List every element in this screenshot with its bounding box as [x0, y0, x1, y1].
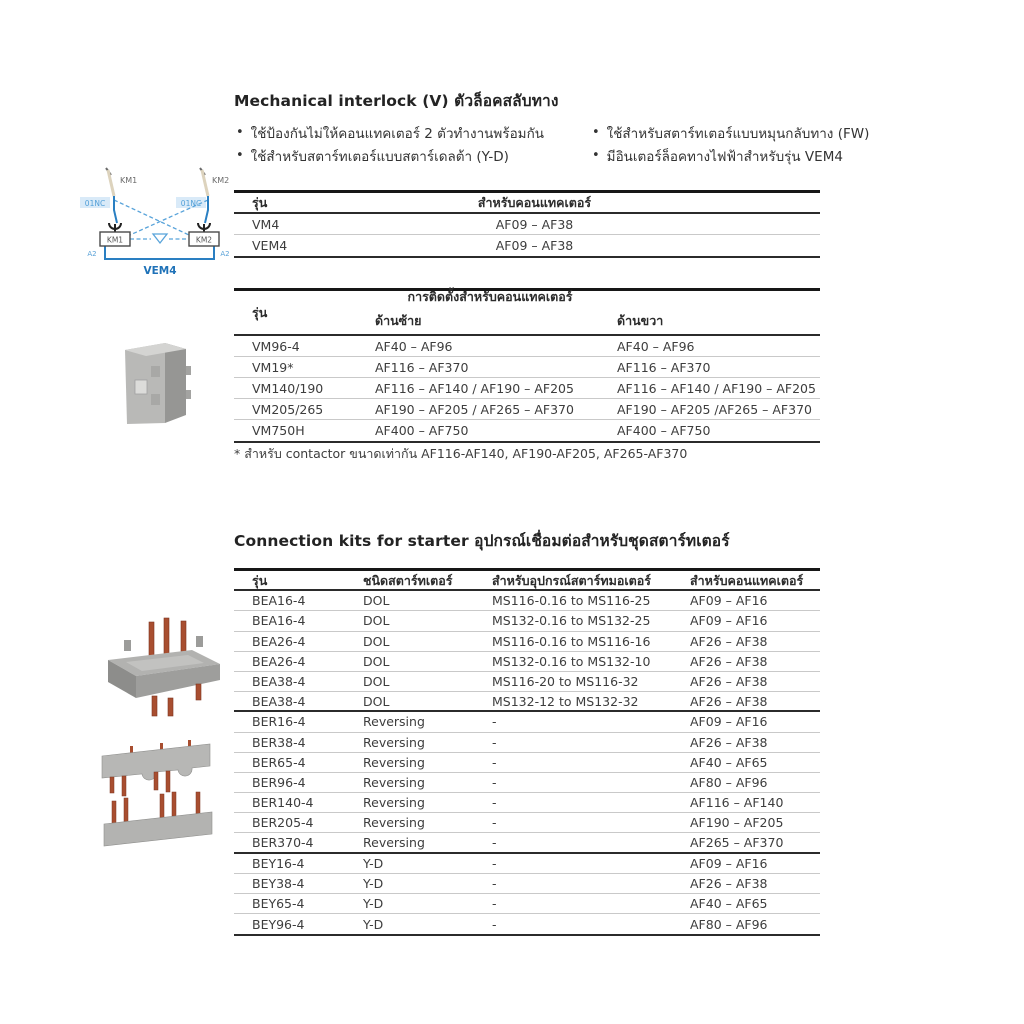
column-header-contactor: สำหรับคอนแทคเตอร์: [477, 195, 592, 210]
cell-starter-type: Reversing: [363, 734, 425, 750]
copper-pin: [124, 798, 128, 822]
cell-contactor-range: AF265 – AF370: [690, 835, 784, 851]
cell-model: VM19*: [252, 359, 294, 375]
cell-model: BER96-4: [252, 774, 306, 790]
cell-contactor-range: AF09 – AF16: [690, 593, 768, 609]
table-row: [234, 399, 820, 420]
copper-pin: [112, 801, 116, 823]
cell-starter-type: DOL: [363, 693, 390, 709]
cell-contactor-range: AF40 – AF65: [690, 896, 768, 912]
cell-model: BER140-4: [252, 795, 314, 811]
kit-bottom-bar: [104, 812, 212, 846]
table-header-row: [234, 571, 820, 591]
column-header-installation-span: การติดตั้งสำหรับคอนแทคเตอร์: [407, 289, 573, 304]
table-row: [234, 712, 820, 732]
cell-model: BEY38-4: [252, 875, 305, 891]
cell-motor-starter-range: -: [492, 795, 497, 811]
table-row: [234, 894, 820, 914]
cell-contactor-range: AF116 – AF140: [690, 795, 784, 811]
cell-starter-type: Y-D: [363, 896, 384, 912]
cell-motor-starter-range: MS116-20 to MS116-32: [492, 674, 639, 690]
cell-right-side: AF190 – AF205 /AF265 – AF370: [617, 401, 812, 417]
bullet-list-right: [592, 121, 869, 167]
cell-model: BEA38-4: [252, 674, 306, 690]
cell-contactor-range: AF26 – AF38: [690, 674, 768, 690]
cell-starter-type: Reversing: [363, 795, 425, 811]
cell-left-side: AF190 – AF205 / AF265 – AF370: [375, 401, 574, 417]
cell-model: VM205/265: [252, 401, 324, 417]
cell-starter-type: Reversing: [363, 835, 425, 851]
product-tab: [186, 366, 191, 375]
cell-contactor-range: AF26 – AF38: [690, 633, 768, 649]
table-row: [234, 793, 820, 813]
product-slot: [151, 394, 160, 405]
copper-pin: [122, 776, 126, 796]
connection-kits-table: [234, 568, 820, 936]
copper-pin: [110, 777, 114, 793]
cell-contactor-range: AF26 – AF38: [690, 693, 768, 709]
cell-starter-type: Reversing: [363, 754, 425, 770]
cell-motor-starter-range: MS132-0.16 to MS132-25: [492, 613, 651, 629]
cell-model: BEY16-4: [252, 855, 305, 871]
cell-starter-type: DOL: [363, 633, 390, 649]
table-row: [234, 632, 820, 652]
column-header-model: รุ่น: [252, 304, 268, 320]
bullet-item: • มีอินเตอร์ล็อคทางไฟฟ้าสำหรับรุ่น VEM4: [592, 144, 869, 167]
table-row: [234, 874, 820, 894]
footnote: * สำหรับ contactor ขนาดเท่ากัน AF116-AF140, AF190-AF205, AF265-AF370: [234, 446, 688, 461]
cell-motor-starter-range: -: [492, 896, 497, 912]
cell-motor-starter-range: MS132-0.16 to MS132-10: [492, 653, 651, 669]
cell-right-side: AF116 – AF370: [617, 359, 711, 375]
section-title-mechanical-interlock: Mechanical interlock (V) ตัวล็อคสลับทาง: [234, 92, 559, 110]
cell-contactor-range: AF80 – AF96: [690, 774, 768, 790]
table-row: [234, 833, 820, 853]
bullet-item: • ใช้ป้องกันไม่ให้คอนแทคเตอร์ 2 ตัวทำงานพร้อมกัน: [236, 121, 544, 144]
diagram-caption: VEM4: [143, 265, 177, 277]
copper-pin: [149, 622, 154, 656]
cell-motor-starter-range: -: [492, 855, 497, 871]
product-side-face: [165, 343, 186, 423]
copper-pin: [160, 794, 164, 818]
column-header-starter-type: ชนิดสตาร์ทเตอร์: [363, 573, 453, 588]
table-row: [234, 591, 820, 611]
connection-kit-reversing-product-image: [96, 736, 224, 848]
copper-pin: [196, 792, 200, 814]
cell-contactor-range: AF190 – AF205: [690, 815, 784, 831]
cell-starter-type: Y-D: [363, 875, 384, 891]
copper-pin: [168, 698, 173, 716]
km2-box-label: KM2: [195, 235, 213, 245]
cell-motor-starter-range: MS116-0.16 to MS116-25: [492, 593, 651, 609]
copper-pin: [196, 684, 201, 700]
cell-model: BEY65-4: [252, 896, 305, 912]
bullet-item: • ใช้สำหรับสตาร์ทเตอร์แบบสตาร์เดลต้า (Y-D): [236, 144, 544, 167]
table-row: [234, 733, 820, 753]
cell-contactor-range: AF09 – AF38: [495, 238, 574, 253]
cell-model: VM4: [252, 216, 280, 232]
table-row: [234, 611, 820, 631]
table-row: [234, 378, 820, 399]
gray-stud: [124, 640, 131, 651]
table-row: [234, 235, 820, 256]
km2-top-label: KM2: [212, 176, 230, 185]
table-row: [234, 914, 820, 934]
cell-model: BEA26-4: [252, 653, 306, 669]
copper-pin: [164, 618, 169, 656]
cell-model: BEA16-4: [252, 593, 306, 609]
cell-left-side: AF400 – AF750: [375, 423, 469, 438]
cell-model: VM750H: [252, 423, 305, 438]
cell-motor-starter-range: -: [492, 815, 497, 831]
product-slot: [151, 366, 160, 377]
cell-motor-starter-range: MS116-0.16 to MS116-16: [492, 633, 651, 649]
interlock-mounting-table: [234, 288, 820, 443]
table-row: [234, 773, 820, 793]
connection-kit-dol-product-image: [96, 616, 228, 718]
nc-tag-right: 01NC: [180, 199, 202, 208]
cell-starter-type: Reversing: [363, 714, 425, 730]
cell-model: BEA16-4: [252, 613, 306, 629]
cell-model: BER65-4: [252, 754, 306, 770]
column-header-left-side: ด้านซ้าย: [375, 312, 422, 328]
cell-starter-type: DOL: [363, 613, 390, 629]
column-header-model: รุ่น: [252, 195, 268, 210]
product-detail-plate: [135, 380, 147, 394]
column-header-contactor: สำหรับคอนแทคเตอร์: [690, 573, 804, 588]
cell-model: VEM4: [252, 238, 288, 253]
cell-motor-starter-range: -: [492, 734, 497, 750]
table-row: [234, 753, 820, 773]
column-header-right-side: ด้านขวา: [617, 312, 664, 328]
cell-motor-starter-range: -: [492, 835, 497, 851]
cell-starter-type: Reversing: [363, 774, 425, 790]
table-row: [234, 652, 820, 672]
a2-label-left: A2: [87, 250, 97, 258]
cell-right-side: AF40 – AF96: [617, 338, 695, 354]
cell-contactor-range: AF26 – AF38: [690, 875, 768, 891]
cell-motor-starter-range: -: [492, 875, 497, 891]
section-title-connection-kits: Connection kits for starter อุปกรณ์เชื่อมต่อสำหรับชุดสตาร์ทเตอร์: [234, 532, 730, 550]
table-row: [234, 214, 820, 235]
cell-contactor-range: AF09 – AF38: [495, 216, 574, 232]
cell-starter-type: DOL: [363, 593, 390, 609]
bullet-item: • ใช้สำหรับสตาร์ทเตอร์แบบหมุนกลับทาง (FW): [592, 121, 869, 144]
table-row: [234, 336, 820, 357]
product-tab: [186, 390, 191, 399]
cell-model: VM96-4: [252, 338, 300, 354]
column-header-motor-starter: สำหรับอุปกรณ์สตาร์ทมอเตอร์: [492, 573, 651, 588]
cell-motor-starter-range: MS132-12 to MS132-32: [492, 693, 639, 709]
cell-contactor-range: AF09 – AF16: [690, 855, 768, 871]
cell-starter-type: DOL: [363, 653, 390, 669]
cell-model: BER370-4: [252, 835, 314, 851]
bullet-list-left: [236, 121, 544, 167]
cell-right-side: AF116 – AF140 / AF190 – AF205: [617, 380, 816, 396]
cell-motor-starter-range: -: [492, 714, 497, 730]
table-row: [234, 692, 820, 712]
table-header-row: [234, 291, 820, 336]
cell-contactor-range: AF09 – AF16: [690, 613, 768, 629]
cell-left-side: AF40 – AF96: [375, 338, 453, 354]
copper-pin: [152, 696, 157, 716]
copper-pin: [154, 772, 158, 790]
copper-pin: [166, 771, 170, 792]
table-row: [234, 672, 820, 692]
cell-motor-starter-range: -: [492, 916, 497, 932]
cell-motor-starter-range: -: [492, 754, 497, 770]
cell-model: BEA38-4: [252, 693, 306, 709]
cell-model: BER16-4: [252, 714, 306, 730]
cell-model: BEA26-4: [252, 633, 306, 649]
cell-left-side: AF116 – AF140 / AF190 – AF205: [375, 380, 574, 396]
cell-starter-type: Reversing: [363, 815, 425, 831]
cell-contactor-range: AF26 – AF38: [690, 734, 768, 750]
cell-contactor-range: AF80 – AF96: [690, 916, 768, 932]
table-row: [234, 420, 820, 441]
cell-starter-type: Y-D: [363, 916, 384, 932]
gray-stud: [196, 636, 203, 647]
table-row: [234, 813, 820, 833]
cell-motor-starter-range: -: [492, 774, 497, 790]
copper-pin: [172, 792, 176, 816]
cell-model: BER205-4: [252, 815, 314, 831]
nc-tag-left: 01NC: [84, 199, 106, 208]
table-header-row: [234, 193, 820, 214]
cell-model: VM140/190: [252, 380, 324, 396]
vem4-wiring-diagram: [78, 166, 233, 278]
cell-contactor-range: AF26 – AF38: [690, 653, 768, 669]
table-row: [234, 854, 820, 874]
circuit-line-bottom: [105, 246, 214, 259]
km1-top-label: KM1: [120, 176, 138, 185]
interlock-models-table: [234, 190, 820, 258]
cell-starter-type: DOL: [363, 674, 390, 690]
cell-starter-type: Y-D: [363, 855, 384, 871]
cell-right-side: AF400 – AF750: [617, 423, 711, 438]
cell-model: BEY96-4: [252, 916, 305, 932]
cell-model: BER38-4: [252, 734, 306, 750]
interlock-triangle-icon: [153, 234, 167, 243]
cell-contactor-range: AF40 – AF65: [690, 754, 768, 770]
table-row: [234, 357, 820, 378]
copper-pin: [181, 621, 186, 656]
cell-contactor-range: AF09 – AF16: [690, 714, 768, 730]
column-header-model: รุ่น: [252, 573, 268, 588]
km1-box-label: KM1: [106, 235, 124, 245]
cell-left-side: AF116 – AF370: [375, 359, 469, 375]
mechanical-interlock-product-image: [107, 332, 207, 428]
a2-label-right: A2: [220, 250, 230, 258]
